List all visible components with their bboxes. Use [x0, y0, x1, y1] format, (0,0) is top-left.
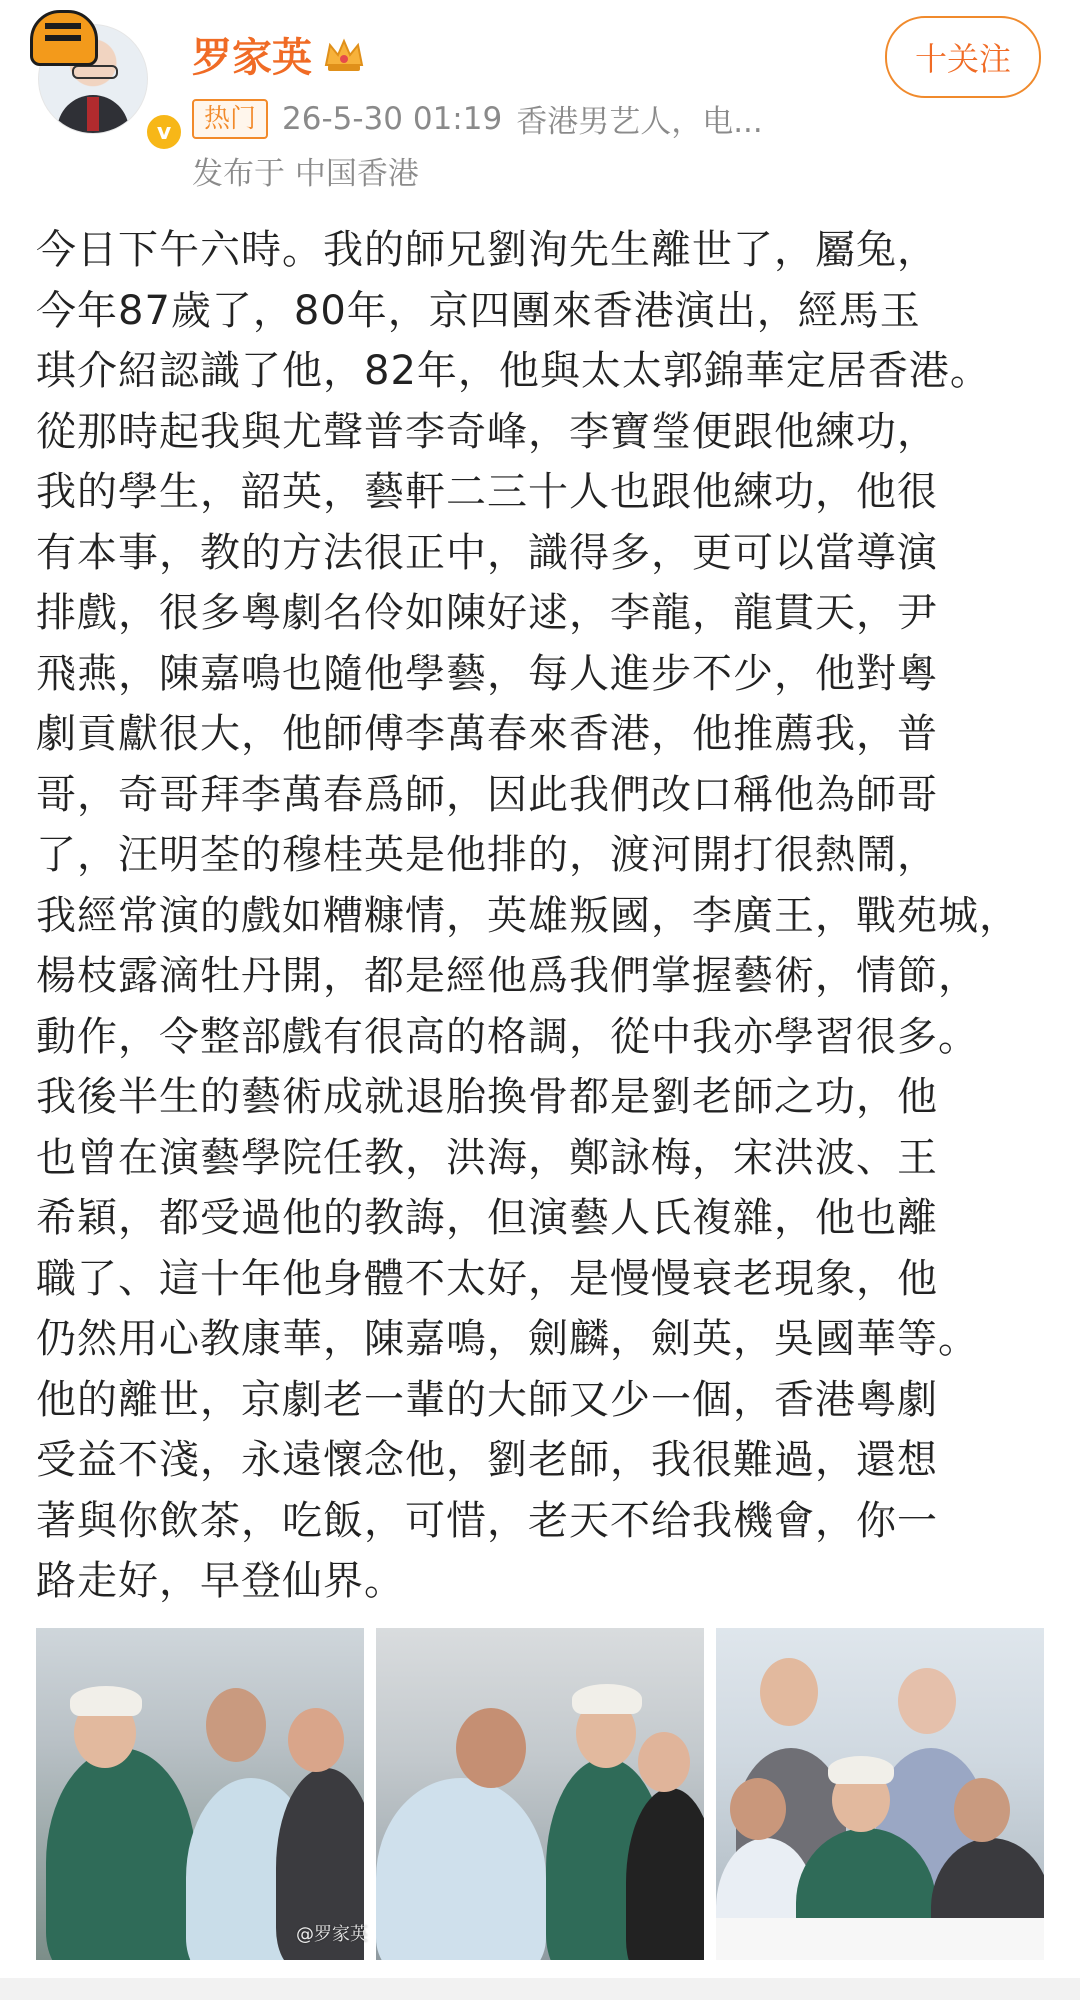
verified-badge-icon: v	[144, 112, 184, 152]
photo-2[interactable]	[376, 1628, 704, 1960]
photo-grid	[36, 1628, 1044, 1960]
post-location: 发布于 中国香港	[192, 156, 419, 192]
person-cap	[70, 1686, 142, 1716]
photo-watermark: @罗家英	[296, 1924, 368, 1945]
person-head	[898, 1668, 956, 1734]
photo-1[interactable]	[36, 1628, 364, 1960]
person-cap	[828, 1756, 894, 1784]
avatar-glasses	[72, 65, 118, 79]
post-text: 今日下午六時。我的師兄劉洵先生離世了，屬兔， 今年87歲了，80年，京四團來香港演出，經馬玉 琪介紹認識了他，82年，他與太太郭錦華定居香港。 從那時起我與尤聲普李奇峰，李寶瑩便跟他練功， 我的學生，韶英，藝軒二三十人也跟他練功，他很 有本事，教的方法很正中，識得多，更可以當導演 排戲，很多粵劇名伶如陳好逑，李龍，龍貫天，尹 飛燕，陳嘉鳴也隨他學藝，每人進步不少，他對粵 劇貢獻很大，他師傅李萬春來香港，他推薦我，普 哥，奇哥拜李萬春爲師，因此我們改口稱他為師哥 了，汪明荃的穆桂英是他排的，渡河開打很熱鬧， 我經常演的戲如糟糠情，英雄叛國，李廣王，戰苑城， 楊枝露滴牡丹開，都是經他爲我們掌握藝術，情節， 動作，令整部戲有很高的格調，從中我亦學習很多。 我後半生的藝術成就退胎換骨都是劉老師之功，他 也曾在演藝學院任教，洪海，鄭詠梅，宋洪波、王 希穎，都受過他的教誨，但演藝人氏複雜，他也離 職了、這十年他身體不太好，是慢慢衰老現象，他 仍然用心教康華，陳嘉鳴，劍麟，劍英，吳國華等。 他的離世，京劇老一輩的大師又少一個，香港粵劇 受益不淺，永遠懷念他，劉老師，我很難過，還想 著與你飲茶，吃飯，可惜，老天不给我機會，你一 路走好，早登仙界。	[36, 227, 1020, 1604]
user-name[interactable]: 罗家英	[192, 35, 312, 81]
person-head	[730, 1778, 786, 1840]
user-avatar[interactable]	[30, 10, 172, 145]
table-surface	[716, 1918, 1044, 1960]
person-cap	[572, 1684, 642, 1714]
person-head	[288, 1708, 344, 1772]
section-divider	[0, 1978, 1080, 2000]
person-head	[954, 1778, 1010, 1842]
post-timestamp: 26-5-30 01:19	[282, 100, 503, 137]
person-head	[638, 1732, 690, 1792]
person-figure	[376, 1778, 546, 1960]
person-head	[206, 1688, 266, 1762]
photo-3[interactable]	[716, 1628, 1044, 1960]
meta-row	[192, 96, 763, 141]
person-head	[760, 1658, 818, 1726]
user-name-row[interactable]	[192, 26, 366, 83]
crown-icon	[322, 35, 366, 75]
user-bio: 香港男艺人，电...	[516, 104, 763, 140]
hot-badge: 热门	[192, 99, 268, 139]
person-figure	[46, 1748, 196, 1960]
avatar-tie	[87, 97, 99, 131]
tiger-hat-icon	[30, 10, 98, 66]
person-head	[456, 1708, 526, 1788]
follow-button[interactable]: 十关注	[885, 16, 1041, 98]
